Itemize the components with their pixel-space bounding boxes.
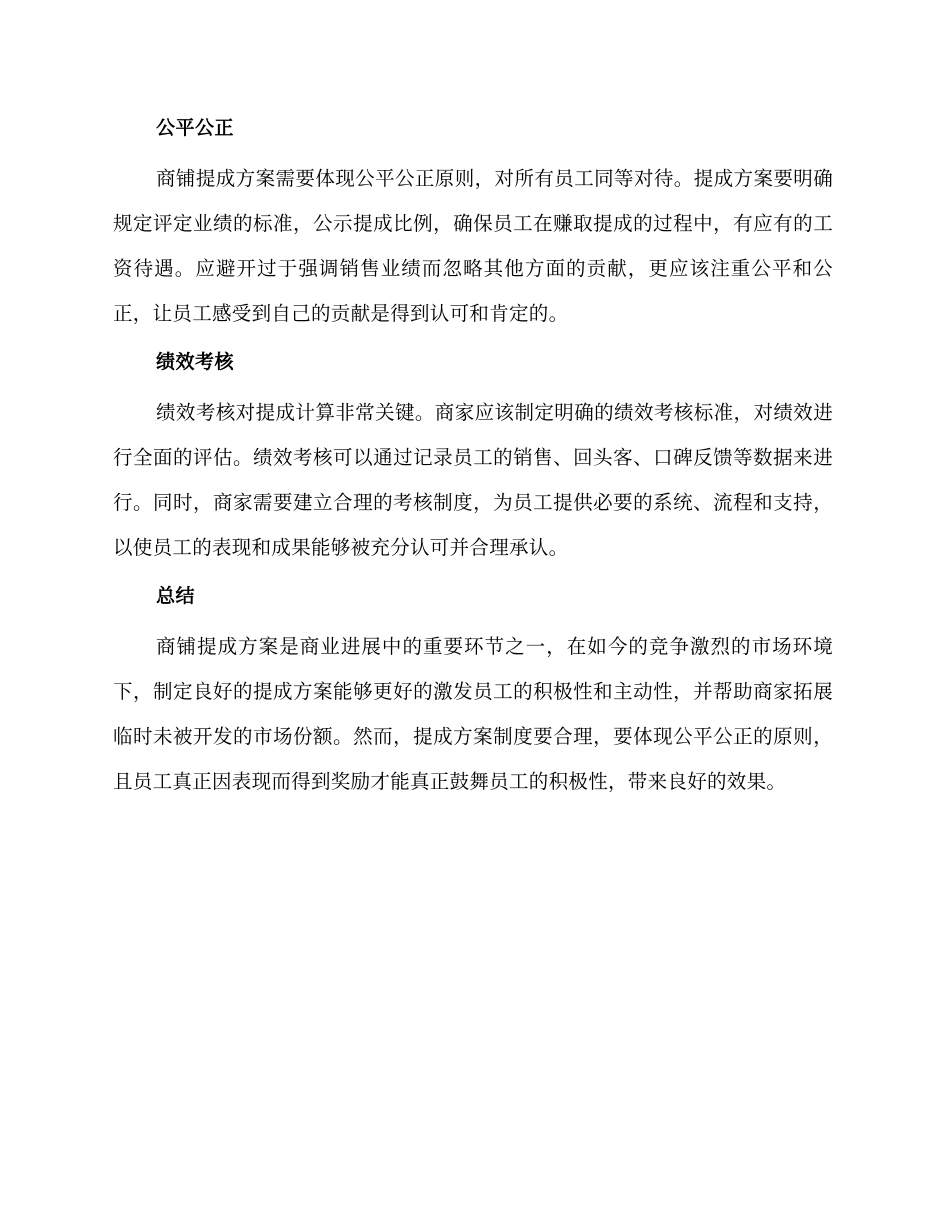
paragraph-wrapper — [113, 156, 833, 336]
section-paragraph: 绩效考核对提成计算非常关键。商家应该制定明确的绩效考核标准，对绩效进行全面的评估。绩效考核可以通过记录员工的销售、回头客、口碑反馈等数据来进行。同时，商家需要建立合理的考核制度，为员工提供必要的系统、流程和支持，以使员工的表现和成果能够被充分认可并合理承认。 — [113, 401, 833, 559]
section-paragraph: 商铺提成方案是商业进展中的重要环节之一，在如今的竞争激烈的市场环境下，制定良好的提成方案能够更好的激发员工的积极性和主动性，并帮助商家拓展临时未被开发的市场份额。然而，提成方案制度要合理，要体现公平公正的原则，且员工真正因表现而得到奖励才能真正鼓舞员工的积极性，带来良好的效果。 — [113, 635, 833, 793]
section-heading: 绩效考核 — [156, 351, 235, 373]
section-fairness — [113, 112, 833, 336]
document-content — [113, 112, 833, 814]
section-paragraph: 商铺提成方案需要体现公平公正原则，对所有员工同等对待。提成方案要明确规定评定业绩的标准，公示提成比例，确保员工在赚取提成的过程中，有应有的工资待遇。应避开过于强调销售业绩而忽略其他方面的贡献，更应该注重公平和公正，让员工感受到自己的贡献是得到认可和肯定的。 — [113, 167, 833, 325]
section-performance — [113, 346, 833, 570]
paragraph-wrapper — [113, 624, 833, 804]
section-summary — [113, 580, 833, 804]
paragraph-wrapper — [113, 390, 833, 570]
section-heading: 公平公正 — [156, 117, 235, 139]
section-heading: 总结 — [156, 585, 196, 607]
